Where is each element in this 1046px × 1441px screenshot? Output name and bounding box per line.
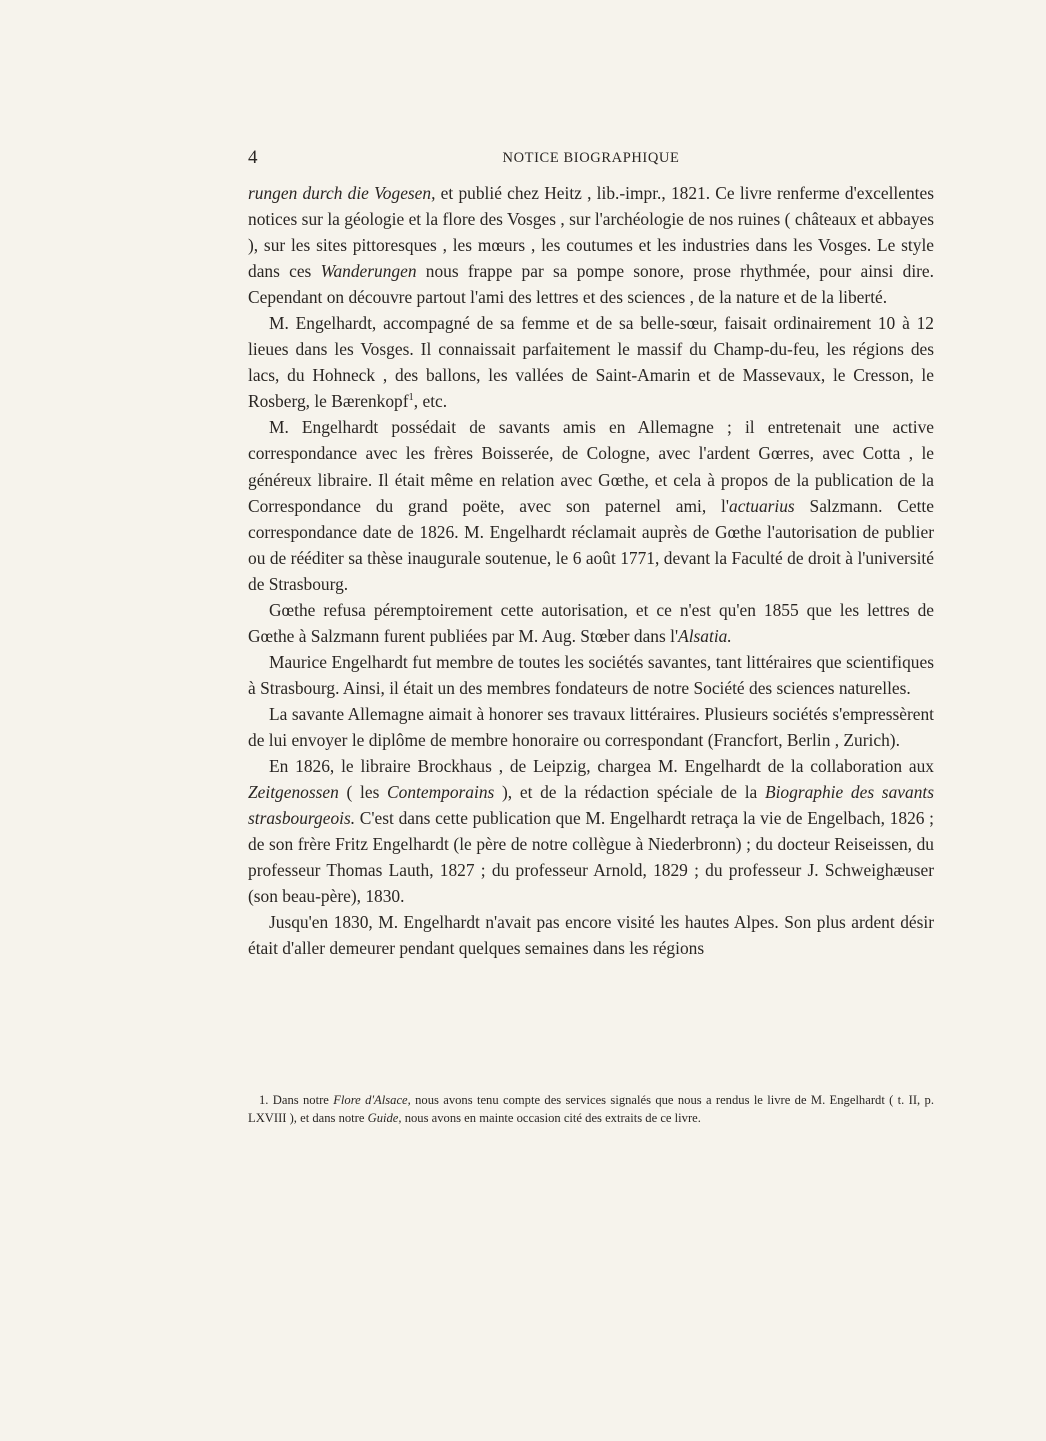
page-header [248, 147, 934, 171]
paragraph-text: Maurice Engelhardt fut membre de toutes les sociétés savantes, tant littéraires que scientifiques à Strasbourg. Ainsi, il était un des membres fondateurs de notre Société des sciences naturelles. [248, 651, 934, 698]
paragraph-3 [248, 414, 934, 596]
running-title: NOTICE BIOGRAPHIQUE [502, 150, 680, 166]
paragraph-text: et publié chez Heitz , lib.-impr., 1821. Ce livre renferme d'excellentes notices sur la géologie et la flore des Vosges , sur l'archéologie de nos ruines ( châteaux et abbayes ), sur les sites pittoresques , les mœurs , les coutumes et les industries dans les Vosges. Le style dans ces [248, 183, 934, 282]
book-title-italic: Flore d'Alsace, [333, 1093, 411, 1107]
book-title-italic: Guide, [367, 1110, 402, 1125]
book-title-italic: Alsatia. [678, 625, 732, 646]
paragraph-4 [248, 597, 934, 649]
paragraph-text: M. Engelhardt, accompagné de sa femme et de sa belle-sœur, faisait ordinairement 10 à 12 lieues dans les Vosges. Il connaissait parfaitement le massif du Champ-du-feu, les régions des lacs, du Hohneck , des ballons, les vallées de Saint-Amarin et de Massevaux, le Cresson, le Rosberg, le Bærenkopf [248, 313, 934, 412]
book-title-italic: Biographie des savants strasbourgeois. [248, 782, 934, 829]
footnote-text: nous avons en mainte occasion cité des extraits de ce livre. [401, 1110, 701, 1125]
paragraph-text: Gœthe refusa péremptoirement cette autorisation, et ce n'est qu'en 1855 que les lettres de Gœthe à Salzmann furent publiées par M. Aug. Stœber dans l' [248, 599, 934, 646]
paragraph-text: ), et de la rédaction spéciale de la [494, 782, 765, 803]
paragraph-8 [248, 909, 934, 961]
paragraph-7 [248, 753, 934, 909]
paragraph-text: , etc. [413, 391, 448, 412]
footnote-text: nous avons tenu compte des services signalés que nous a rendus le livre de M. Engelhardt ( t. II, p. LXVIII ), et dans notre [248, 1093, 934, 1125]
book-title-italic: Zeitgenossen [248, 782, 339, 803]
paragraph-text: nous frappe par sa pompe sonore, prose rhythmée, pour ainsi dire. Cependant on découvre partout l'ami des lettres et des sciences , de la nature et de la liberté. [248, 261, 935, 308]
book-title-italic: rungen durch die Vogesen, [248, 183, 436, 203]
book-title-italic: Contemporains [387, 782, 495, 803]
footnote-1 [248, 1092, 934, 1127]
paragraph-text: En 1826, le libraire Brockhaus , de Leipzig, chargea M. Engelhardt de la collaboration aux [269, 756, 934, 777]
footnote-text: 1. Dans notre [259, 1093, 334, 1107]
paragraph-6 [248, 701, 934, 753]
paragraph-text: Salzmann. Cette correspondance date de 1826. M. Engelhardt réclamait auprès de Gœthe l'autorisation de publier ou de rééditer sa thèse inaugurale soutenue, le 6 août 1771, devant la Faculté de droit à l'université de Strasbourg. [248, 495, 934, 594]
paragraph-text: La savante Allemagne aimait à honorer ses travaux littéraires. Plusieurs sociétés s'empressèrent de lui envoyer le diplôme de membre honoraire ou correspondant (Francfort, Berlin , Zurich). [248, 703, 934, 750]
term-italic: actuarius [729, 495, 795, 516]
paragraph-text: M. Engelhardt possédait de savants amis en Allemagne ; il entretenait une active correspondance avec les frères Boisserée, de Cologne, avec l'ardent Gœrres, avec Cotta , le généreux libraire. Il était même en relation avec Gœthe, et cela à propos de la publication de la Correspondance du grand poëte, avec son paternel ami, l' [248, 417, 934, 516]
footnote-reference: 1 [408, 392, 414, 404]
book-title-italic: Wanderungen [320, 261, 417, 282]
paragraph-text: C'est dans cette publication que M. Engelhardt retraça la vie de Engelbach, 1826 ; de son frère Fritz Engelhardt (le père de notre collègue à Niederbronn) ; du docteur Reiseissen, du professeur Thomas Lauth, 1827 ; du professeur Arnold, 1829 ; du professeur J. Schweighæuser (son beau-père), 1830. [248, 808, 934, 907]
page-number: 4 [248, 147, 258, 168]
paragraph-text: ( les [338, 782, 388, 803]
paragraph-text: Jusqu'en 1830, M. Engelhardt n'avait pas encore visité les hautes Alpes. Son plus ardent désir était d'aller demeurer pendant quelques semaines dans les régions [248, 912, 934, 959]
paragraph-5 [248, 649, 934, 701]
paragraph-2 [248, 310, 934, 414]
paragraph-1 [248, 180, 934, 310]
footnotes [248, 1092, 934, 1127]
body-text [248, 180, 934, 961]
